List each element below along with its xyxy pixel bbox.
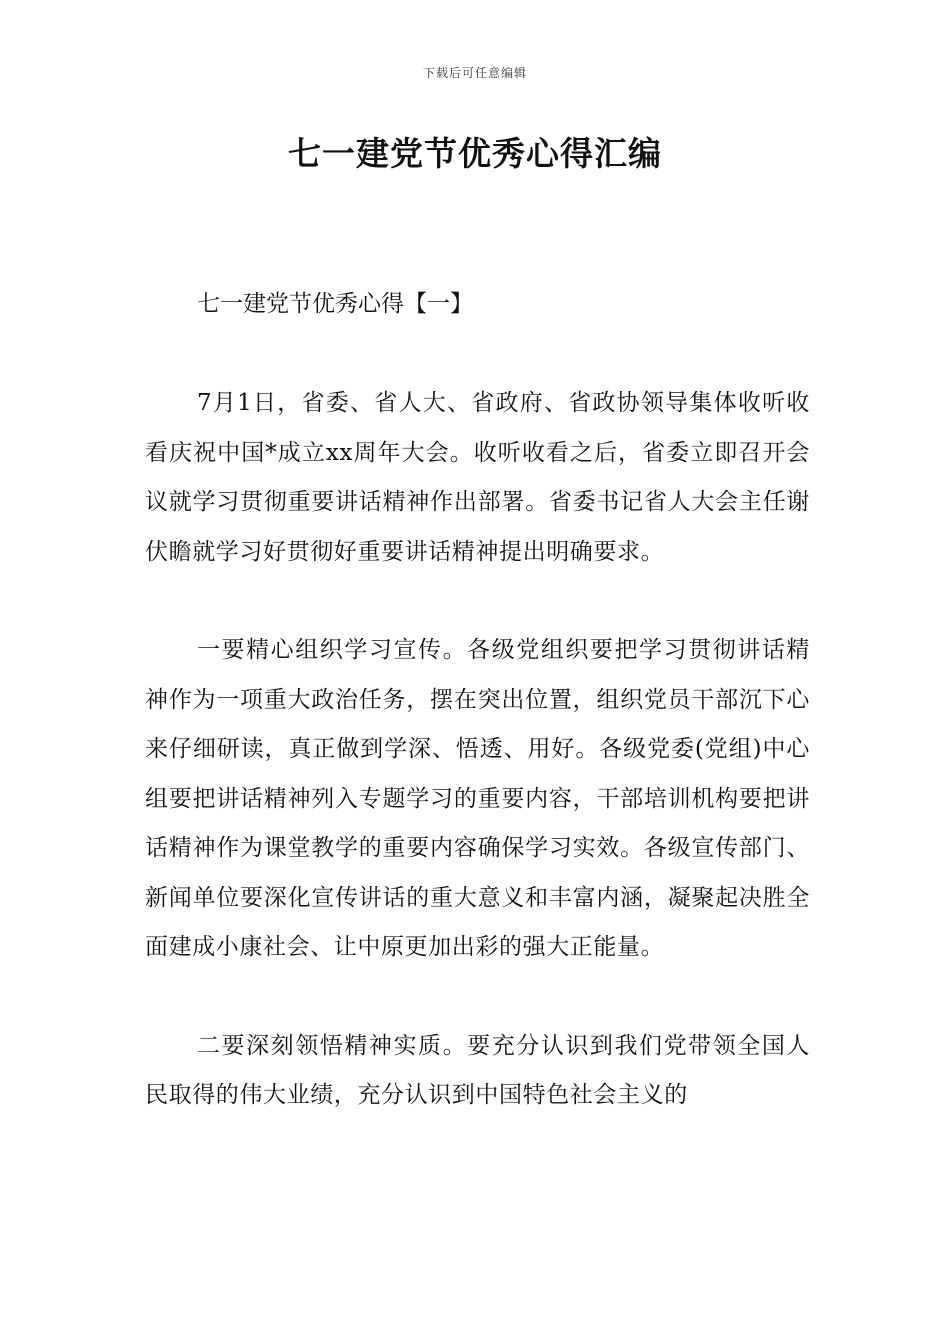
- section-heading: 七一建党节优秀心得【一】: [197, 291, 473, 317]
- paragraph-3: 二要深刻领悟精神实质。要充分认识到我们党带领全国人民取得的伟大业绩，充分认识到中国特色社会主义的: [145, 1032, 810, 1108]
- header-note: 下载后可任意编辑: [422, 66, 527, 80]
- paragraph-2: 一要精心组织学习宣传。各级党组织要把学习贯彻讲话精神作为一项重大政治任务，摆在突出位置，组织党员干部沉下心来仔细研读，真正做到学深、悟透、用好。各级党委(党组)中心组要把讲话精神列入专题学习的重要内容，干部培训机构要把讲话精神作为课堂教学的重要内容确保学习实效。各级宣传部门、新闻单位要深化宣传讲话的重大意义和丰富内涵，凝聚起决胜全面建成小康社会、让中原更加出彩的强大正能量。: [145, 637, 810, 960]
- document-body: [145, 280, 810, 1170]
- document-title: 七一建党节优秀心得汇编: [288, 134, 662, 173]
- paragraph-1: 7月1日，省委、省人大、省政府、省政协领导集体收听收看庆祝中国*成立xx周年大会。收听收看之后，省委立即召开会议就学习贯彻重要讲话精神作出部署。省委书记省人大会主任谢伏瞻就学习好贯彻好重要讲话精神提出明确要求。: [145, 390, 810, 565]
